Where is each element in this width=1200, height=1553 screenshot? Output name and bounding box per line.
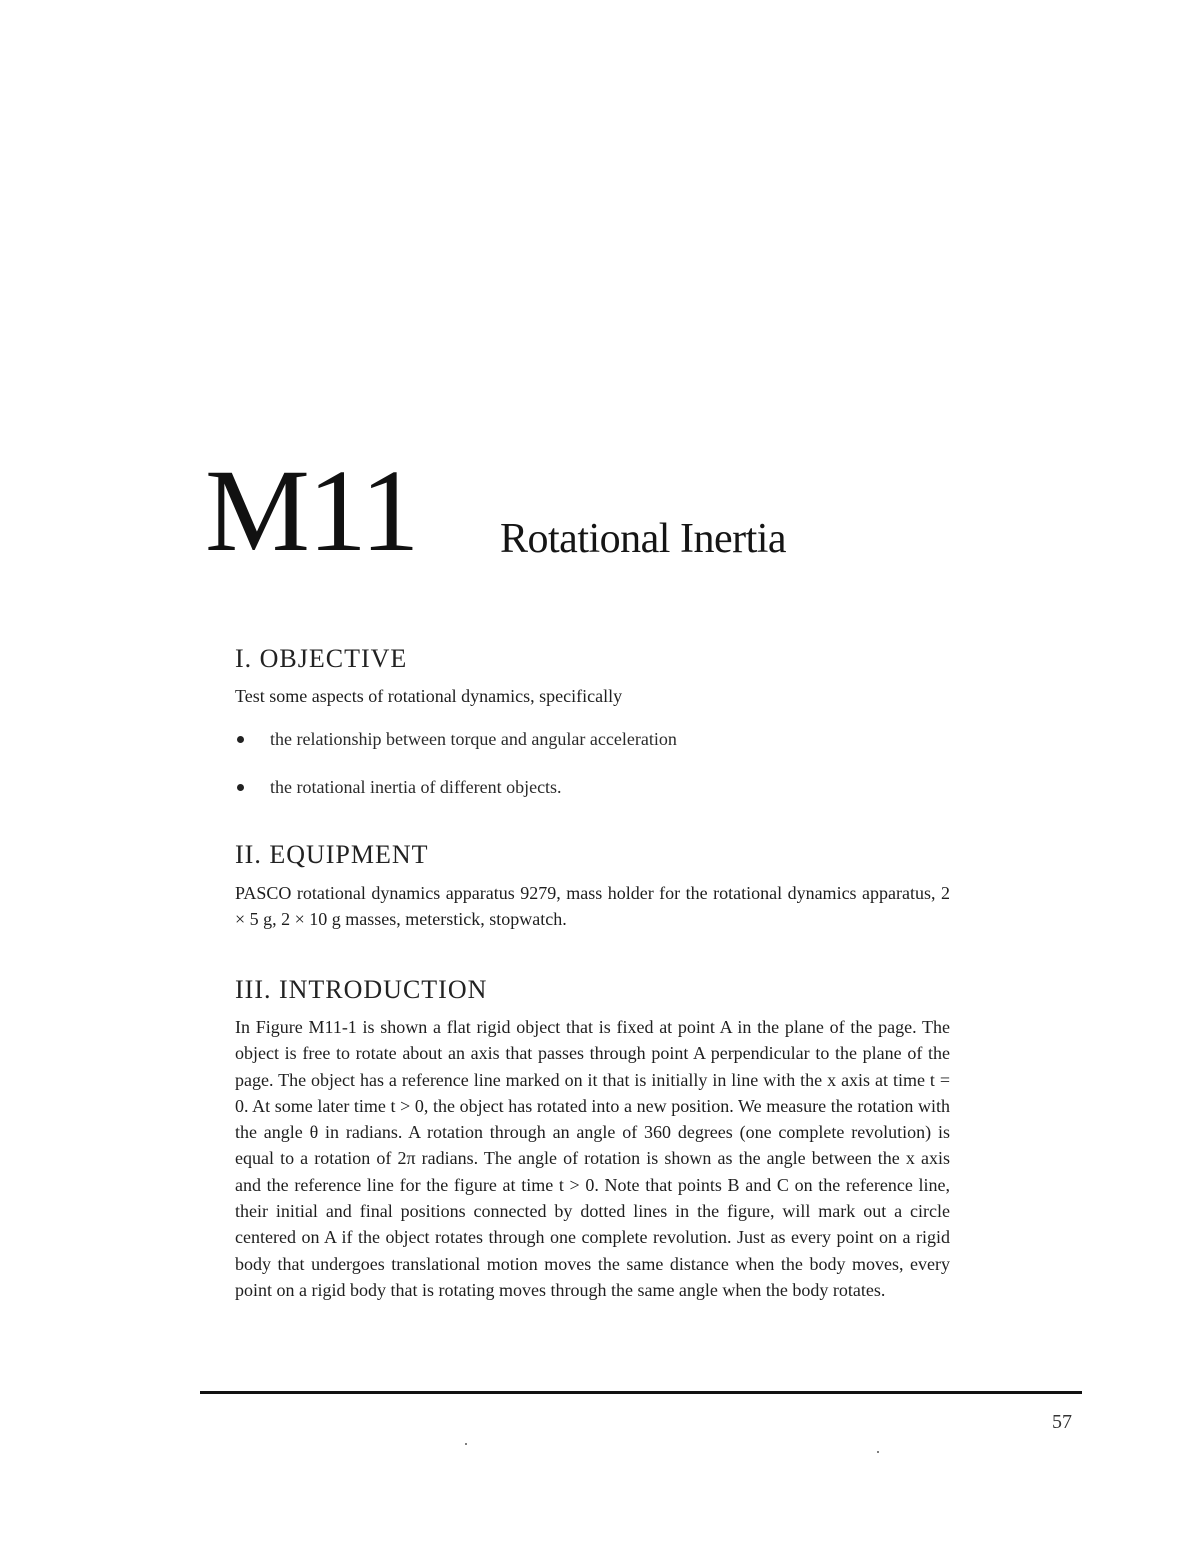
chapter-title: Rotational Inertia [500,516,787,562]
introduction-paragraph: In Figure M11-1 is shown a flat rigid object that is fixed at point A in the plane of the page. The object is free to rotate about an axis that passes through point A perpendicular to the plane of the page. The object has a reference line marked on it that is initially in line with the x axis at time t = 0. At some later time t > 0, the object has rotated into a new position. We measure the rotation with the angle θ in radians. A rotation through an angle of 360 degrees (one complete revolution) is equal to a rotation of 2π radians. The angle of rotation is shown as the angle between the x axis and the reference line for the figure at time t > 0. Note that points B and C on the reference line, their initial and final positions connected by dotted lines in the figure, will mark out a circle centered on A if the object rotates through one complete revolution. Just as every point on a rigid body that undergoes translational motion moves the same distance when the body moves, every point on a rigid body that is rotating moves through the same angle when the body rotates. [235,1017,950,1300]
bullet-text: the relationship between torque and angular acceleration [270,729,677,749]
list-item [235,774,950,800]
objective-bullet-list [235,726,950,822]
list-item [235,726,950,752]
objective-heading: I. OBJECTIVE [235,644,408,673]
scan-speck [877,1451,879,1453]
chapter-number: M11 [205,445,418,576]
page-number: 57 [1052,1411,1072,1433]
bullet-text: the rotational inertia of different objects. [270,777,562,797]
bullet-icon [237,784,244,791]
bullet-icon [237,736,244,743]
equipment-heading: II. EQUIPMENT [235,840,429,869]
introduction-heading: III. INTRODUCTION [235,975,488,1004]
scan-speck [465,1443,467,1445]
footer-divider [200,1391,1082,1394]
objective-lead: Test some aspects of rotational dynamics, specifically [235,686,623,706]
equipment-paragraph: PASCO rotational dynamics apparatus 9279, mass holder for the rotational dynamics apparatus, 2 × 5 g, 2 × 10 g masses, meterstick, stopwatch. [235,883,950,930]
